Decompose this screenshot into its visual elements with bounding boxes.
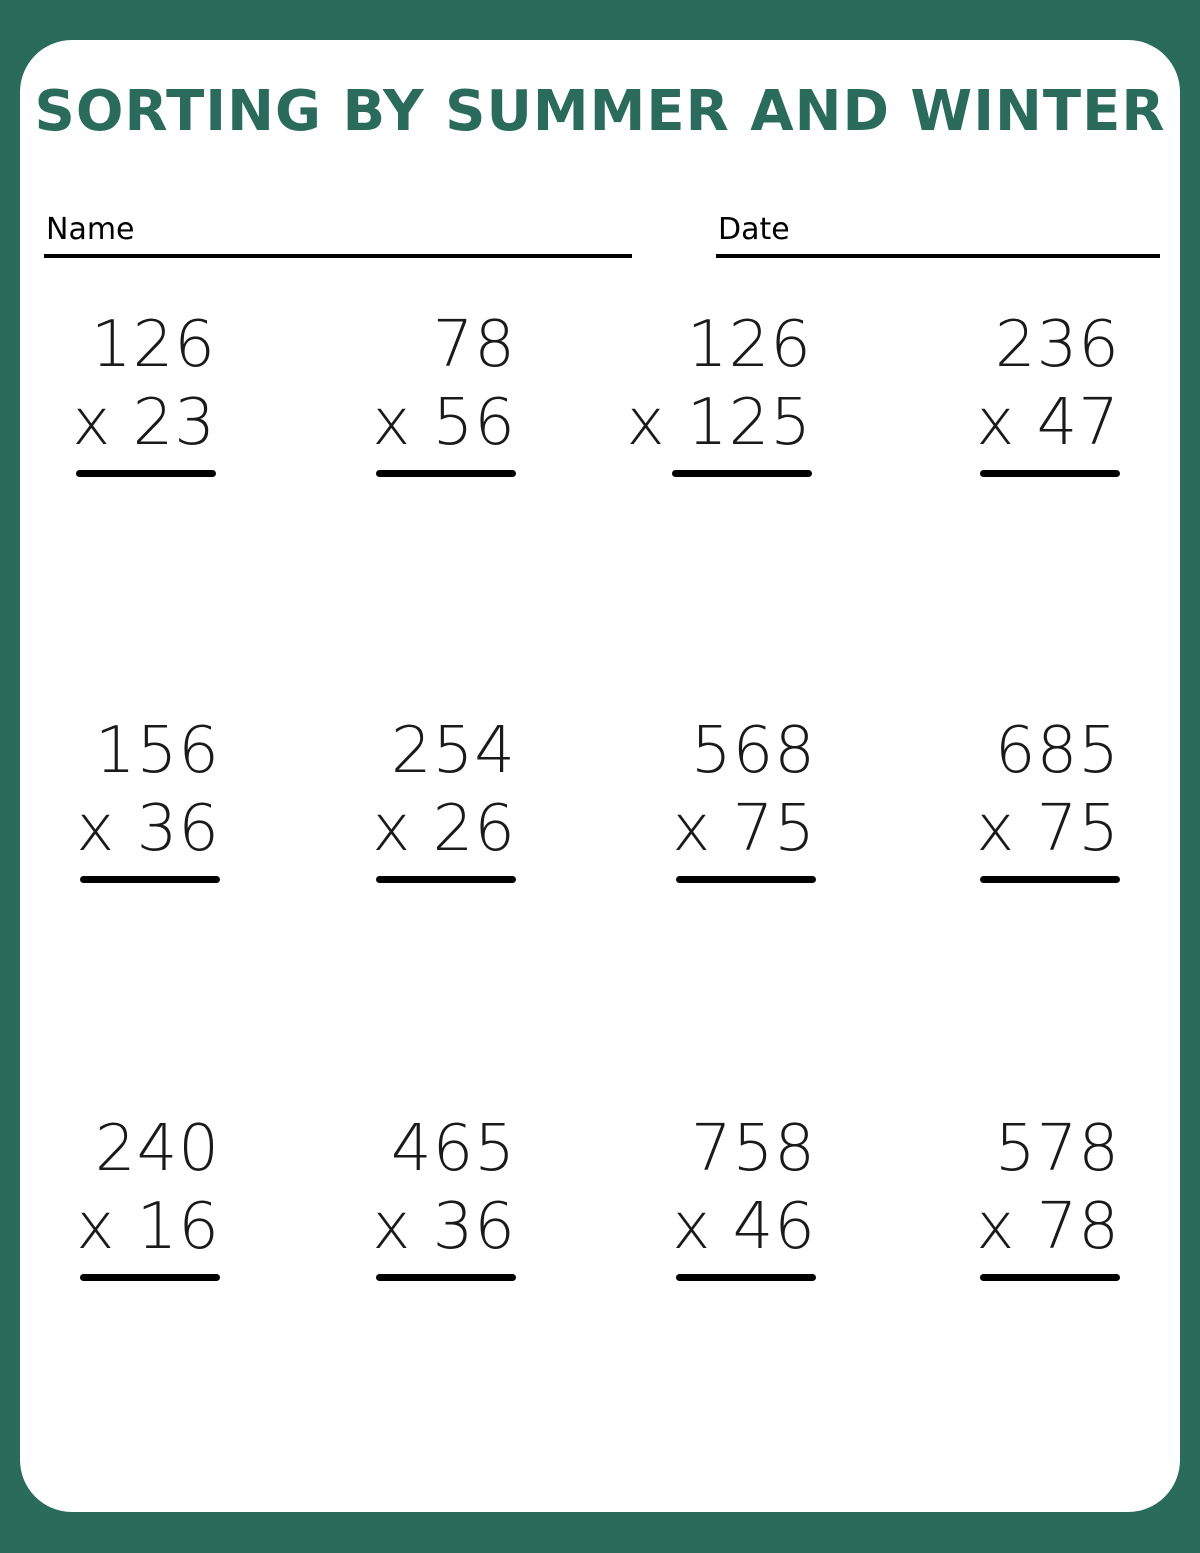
problem-12-top: 578	[994, 1112, 1120, 1186]
problem-10-bottom: x 36	[372, 1190, 516, 1264]
problem-2-answer-line	[376, 470, 516, 477]
problem-11-answer-line	[676, 1274, 816, 1281]
problem-6-bottom: x 26	[372, 792, 516, 866]
problem-12-answer-line	[980, 1274, 1120, 1281]
problem-1	[16, 310, 216, 480]
name-label: Name	[46, 212, 135, 247]
problem-4-top: 236	[994, 308, 1120, 382]
worksheet-title: SORTING BY SUMMER AND WINTER	[34, 79, 1166, 144]
problem-2	[316, 310, 516, 480]
problem-7-top: 568	[690, 714, 816, 788]
problem-1-top: 126	[90, 308, 216, 382]
problem-1-answer-line	[76, 470, 216, 477]
problem-10	[316, 1114, 516, 1284]
problem-12-bottom: x 78	[976, 1190, 1120, 1264]
problem-10-answer-line	[376, 1274, 516, 1281]
problem-4	[920, 310, 1120, 480]
problem-7-answer-line	[676, 876, 816, 883]
problem-5	[20, 716, 220, 886]
problem-7-bottom: x 75	[672, 792, 816, 866]
problem-9-top: 240	[94, 1112, 220, 1186]
problem-2-bottom: x 56	[372, 386, 516, 460]
problem-5-answer-line	[80, 876, 220, 883]
problem-3	[612, 310, 812, 480]
problem-4-bottom: x 47	[976, 386, 1120, 460]
problem-3-bottom: x 125	[626, 386, 812, 460]
date-line	[716, 254, 1160, 258]
problem-8	[920, 716, 1120, 886]
problem-5-top: 156	[94, 714, 220, 788]
problem-2-top: 78	[432, 308, 516, 382]
problem-5-bottom: x 36	[76, 792, 220, 866]
problem-7	[616, 716, 816, 886]
problem-8-answer-line	[980, 876, 1120, 883]
problem-6-top: 254	[390, 714, 516, 788]
problem-11-top: 758	[690, 1112, 816, 1186]
problem-10-top: 465	[390, 1112, 516, 1186]
problem-12	[920, 1114, 1120, 1284]
problem-9	[20, 1114, 220, 1284]
problem-8-bottom: x 75	[976, 792, 1120, 866]
name-line	[44, 254, 632, 258]
problem-11-bottom: x 46	[672, 1190, 816, 1264]
problem-3-top: 126	[686, 308, 812, 382]
problem-6	[316, 716, 516, 886]
date-label: Date	[718, 212, 790, 247]
problem-8-top: 685	[994, 714, 1120, 788]
problem-11	[616, 1114, 816, 1284]
problem-9-bottom: x 16	[76, 1190, 220, 1264]
problem-6-answer-line	[376, 876, 516, 883]
problem-3-answer-line	[672, 470, 812, 477]
problem-9-answer-line	[80, 1274, 220, 1281]
problem-1-bottom: x 23	[72, 386, 216, 460]
problem-4-answer-line	[980, 470, 1120, 477]
